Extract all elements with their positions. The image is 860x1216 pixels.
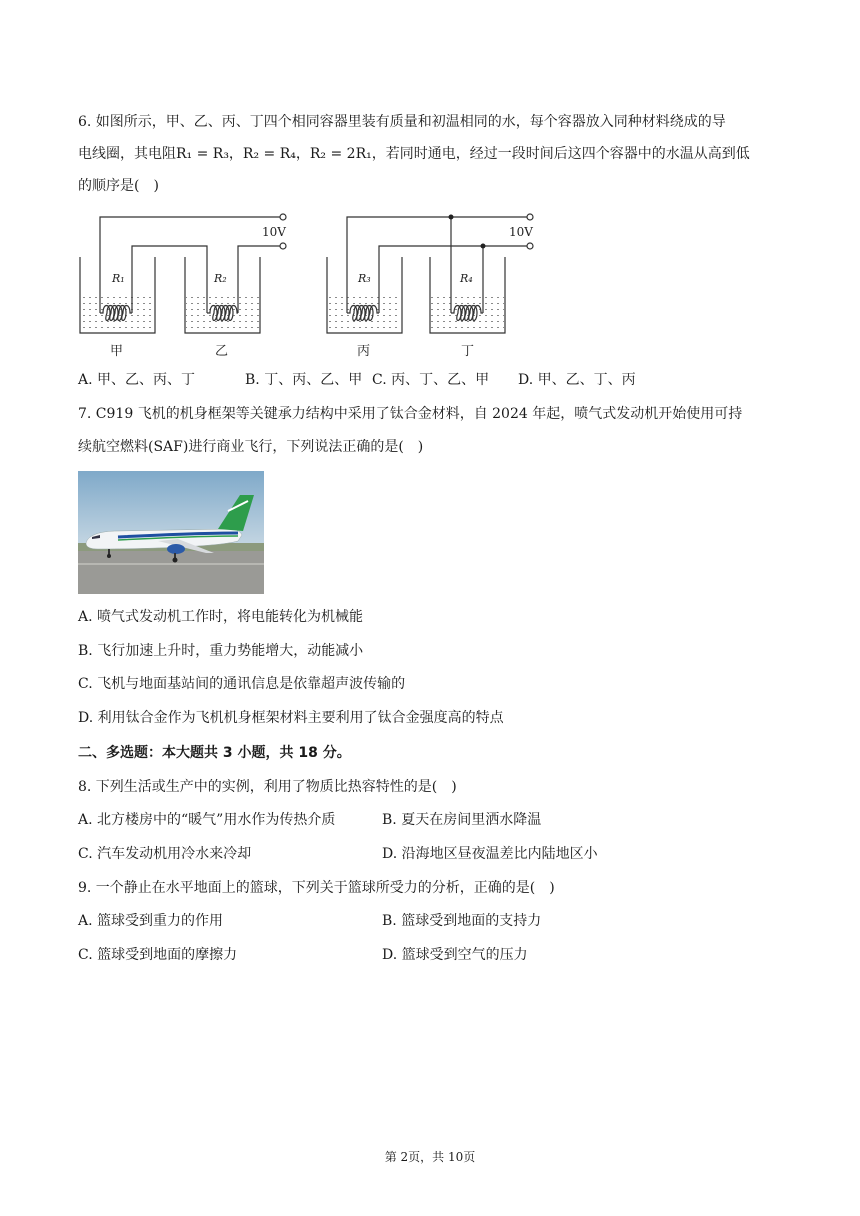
voltage-label-right: 10V — [509, 225, 533, 239]
r2-label: R₂ — [214, 272, 227, 285]
voltage-label-left: 10V — [262, 225, 286, 239]
q7-option-a: A. 喷气式发动机工作时，将电能转化为机械能 — [78, 609, 364, 625]
q9-option-b: B. 篮球受到地面的支持力 — [382, 913, 542, 929]
r4-label: R₄ — [460, 272, 473, 285]
q7-option-c: C. 飞机与地面基站间的通讯信息是依靠超声波传输的 — [78, 676, 406, 692]
q9-option-d: D. 篮球受到空气的压力 — [382, 947, 528, 963]
q9-option-c: C. 篮球受到地面的摩擦力 — [78, 947, 238, 963]
q8-option-a: A. 北方楼房中的“暖气”用水作为传热介质 — [78, 812, 336, 828]
section-heading-multiple-choice: 二、多选题：本大题共 3 小题，共 18 分。 — [78, 745, 351, 761]
container-label-ding: 丁 — [461, 344, 475, 359]
q6-stem-line3: 的顺序是( ) — [78, 178, 159, 194]
q9-stem: 9. 一个静止在水平地面上的篮球，下列关于篮球所受力的分析，正确的是( ) — [78, 880, 555, 896]
q9-option-a: A. 篮球受到重力的作用 — [78, 913, 224, 929]
q6-circuit-figure — [70, 205, 550, 365]
container-label-bing: 丙 — [357, 344, 371, 359]
q6-option-a: A. 甲、乙、丙、丁 — [78, 372, 196, 388]
c919-airplane-photo — [78, 471, 264, 594]
q7-stem-line2: 续航空燃料(SAF)进行商业飞行，下列说法正确的是( ) — [78, 439, 424, 455]
q6-option-b: B. 丁、丙、乙、甲 — [245, 372, 363, 388]
q8-option-c: C. 汽车发动机用冷水来冷却 — [78, 846, 252, 862]
q7-option-b: B. 飞行加速上升时，重力势能增大，动能减小 — [78, 643, 364, 659]
r3-label: R₃ — [358, 272, 371, 285]
q8-option-d: D. 沿海地区昼夜温差比内陆地区小 — [382, 846, 598, 862]
circuit-left — [80, 214, 286, 333]
container-label-jia: 甲 — [110, 344, 124, 359]
page-number-footer: 第 2页，共 10页 — [384, 1150, 476, 1164]
q6-option-d: D. 甲、乙、丁、丙 — [518, 372, 636, 388]
q6-stem-line2: 电线圈，其电阻R₁ = R₃，R₂ = R₄，R₂ = 2R₁，若同时通电，经过一段时间后这四个容器中的水温从高到低 — [78, 146, 750, 162]
q6-option-c: C. 丙、丁、乙、甲 — [372, 372, 490, 388]
q8-option-b: B. 夏天在房间里洒水降温 — [382, 812, 542, 828]
container-label-yi: 乙 — [215, 344, 229, 359]
q7-stem-line1: 7. C919 飞机的机身框架等关键承力结构中采用了钛合金材料，自 2024 年起，喷气式发动机开始使用可持 — [78, 406, 743, 422]
q8-stem: 8. 下列生活或生产中的实例，利用了物质比热容特性的是( ) — [78, 779, 457, 795]
r1-label: R₁ — [112, 272, 125, 285]
q7-option-d: D. 利用钛合金作为飞机机身框架材料主要利用了钛合金强度高的特点 — [78, 710, 504, 726]
q6-stem-line1: 6. 如图所示，甲、乙、丙、丁四个相同容器里装有质量和初温相同的水，每个容器放入同种材料绕成的导 — [78, 114, 726, 130]
